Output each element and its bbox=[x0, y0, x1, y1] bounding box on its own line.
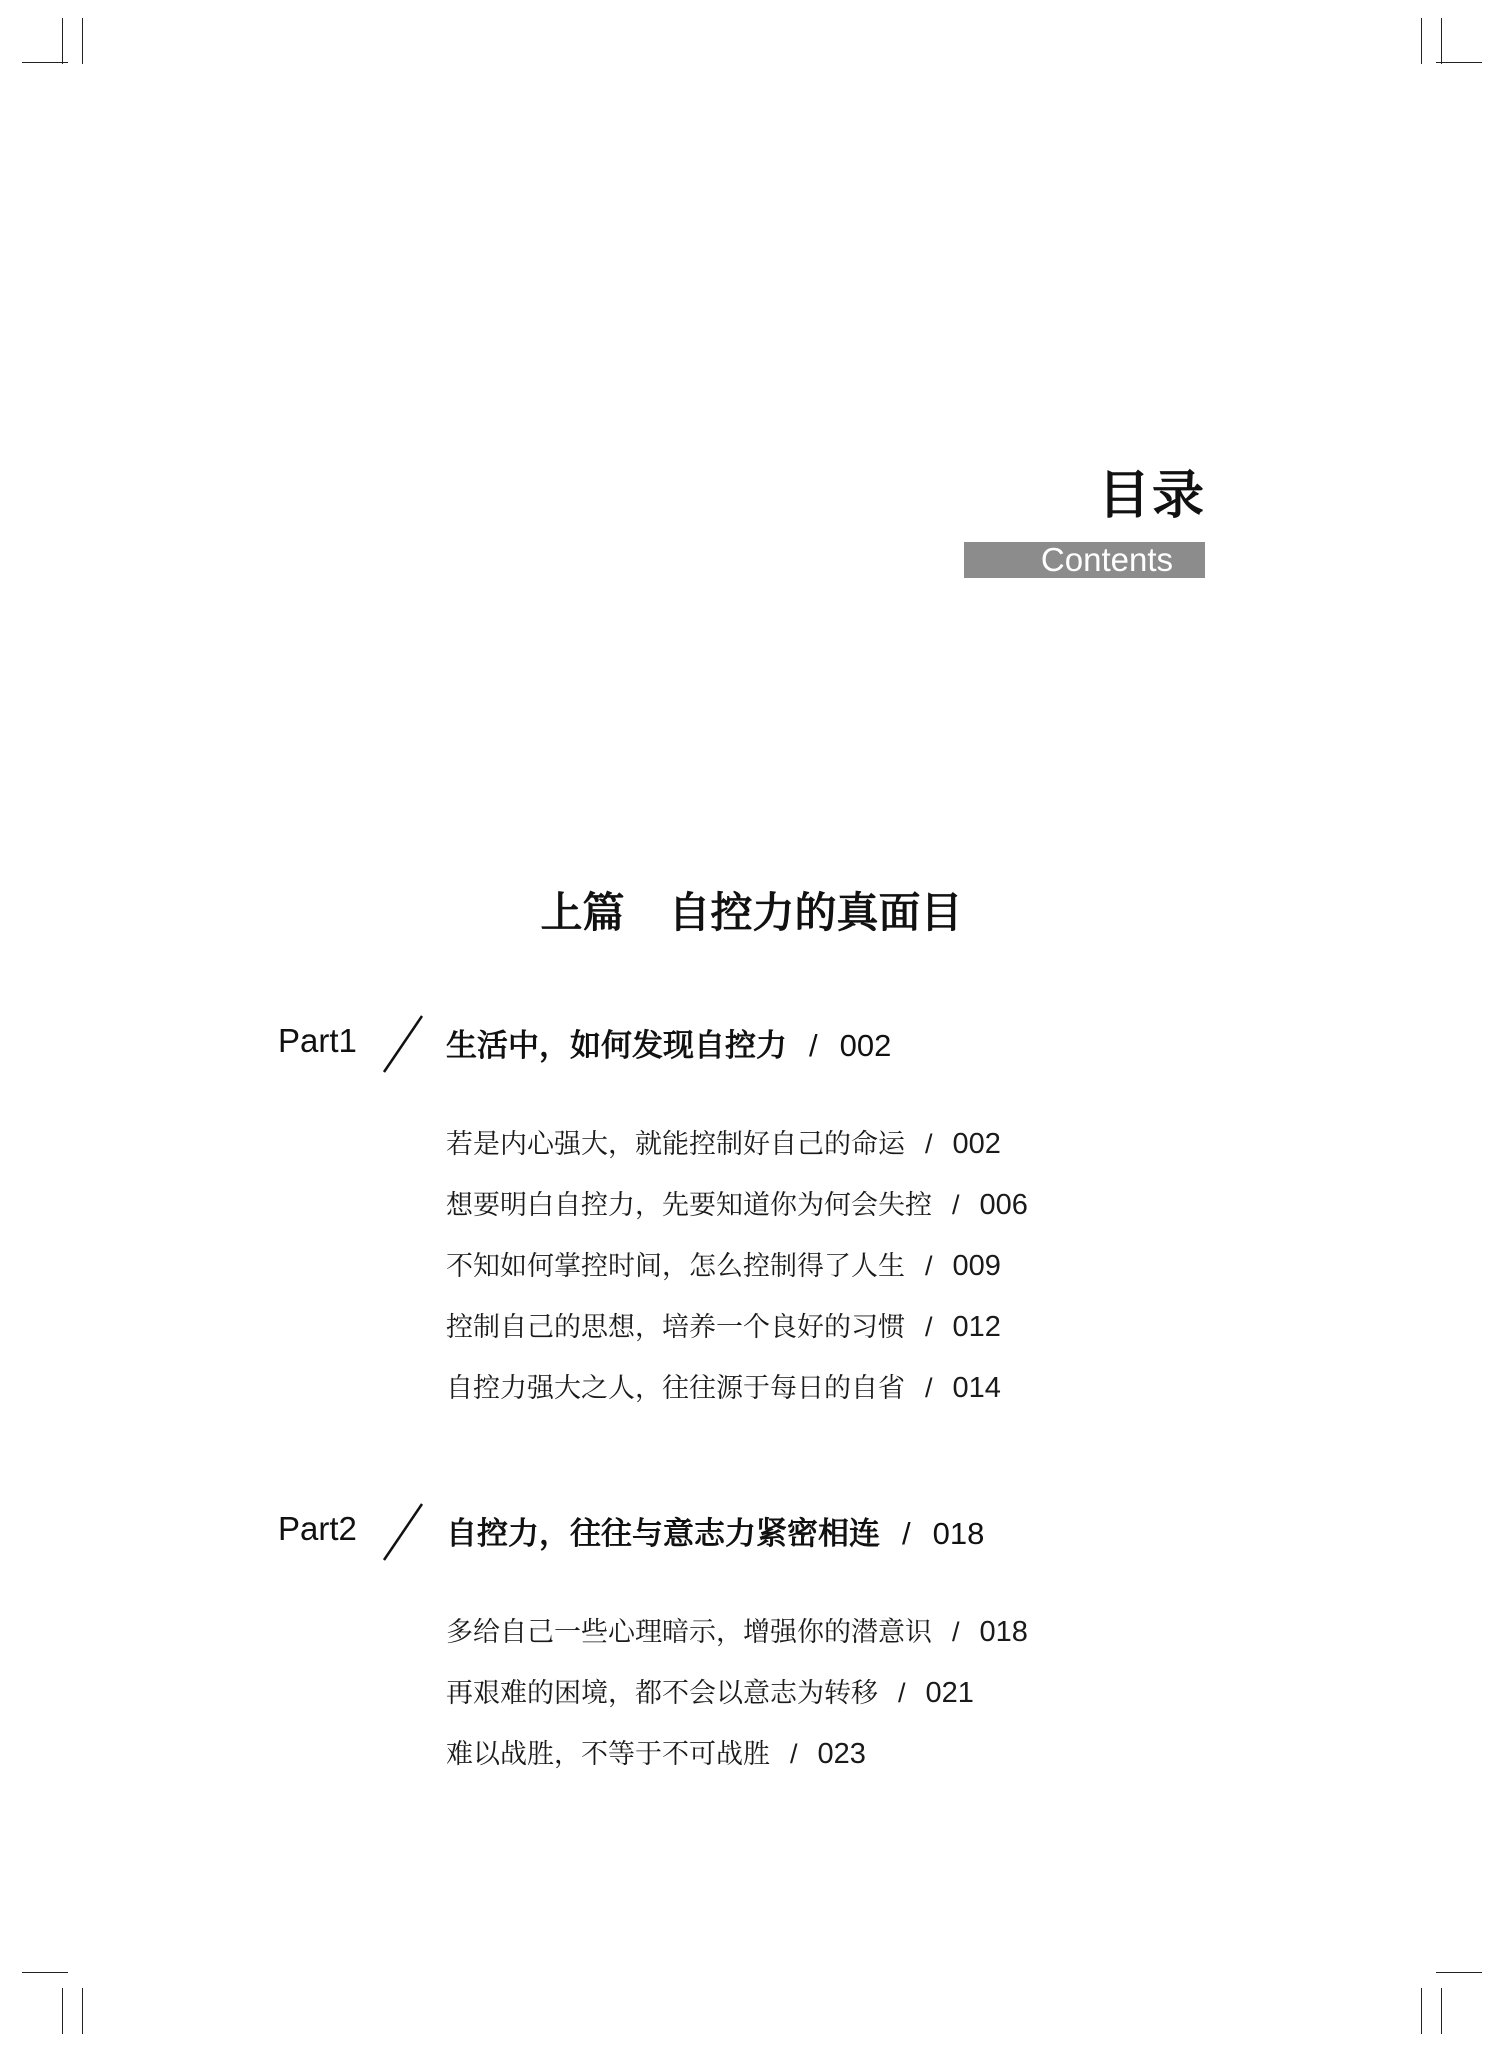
section-page: 023 bbox=[817, 1738, 866, 1770]
section-page: 006 bbox=[979, 1189, 1028, 1221]
toc-title: 目录 bbox=[1097, 465, 1206, 526]
crop-mark bbox=[82, 18, 83, 64]
chapter-label: Part2 bbox=[278, 1510, 357, 1547]
section-title: 难以战胜，不等于不可战胜 bbox=[446, 1739, 770, 1770]
page-separator: / bbox=[952, 1617, 960, 1647]
crop-mark bbox=[62, 1988, 63, 2034]
page-separator: / bbox=[925, 1312, 933, 1342]
crop-mark bbox=[1436, 1972, 1482, 1973]
part-heading-label: 上篇 bbox=[540, 888, 625, 937]
section-page: 021 bbox=[925, 1677, 974, 1709]
section-item[interactable] bbox=[446, 1724, 1028, 1785]
page-separator: / bbox=[952, 1190, 960, 1220]
section-page: 002 bbox=[952, 1128, 1001, 1160]
crop-mark bbox=[1441, 18, 1442, 64]
section-list bbox=[446, 1114, 1028, 1419]
section-item[interactable] bbox=[446, 1358, 1028, 1419]
crop-mark bbox=[22, 1972, 68, 1973]
slash-divider-icon bbox=[378, 1502, 428, 1562]
section-title: 若是内心强大，就能控制好自己的命运 bbox=[446, 1129, 905, 1160]
section-page: 009 bbox=[952, 1250, 1001, 1282]
page-separator: / bbox=[809, 1028, 818, 1063]
crop-mark bbox=[82, 1988, 83, 2034]
part-heading-title: 自控力的真面目 bbox=[668, 888, 963, 937]
section-item[interactable] bbox=[446, 1297, 1028, 1358]
chapter-page: 002 bbox=[839, 1028, 892, 1063]
section-title: 自控力强大之人，往往源于每日的自省 bbox=[446, 1373, 905, 1404]
page-separator: / bbox=[925, 1129, 933, 1159]
chapter-label: Part1 bbox=[278, 1022, 357, 1059]
chapter-title bbox=[446, 1508, 984, 1553]
crop-mark bbox=[1421, 1988, 1422, 2034]
section-title: 多给自己一些心理暗示，增强你的潜意识 bbox=[446, 1617, 932, 1648]
slash-divider-icon bbox=[378, 1014, 428, 1074]
crop-mark bbox=[1421, 18, 1422, 64]
crop-mark bbox=[1441, 1988, 1442, 2034]
section-item[interactable] bbox=[446, 1663, 1028, 1724]
section-item[interactable] bbox=[446, 1236, 1028, 1297]
crop-mark bbox=[1436, 62, 1482, 63]
section-page: 018 bbox=[979, 1616, 1028, 1648]
section-title: 不知如何掌控时间，怎么控制得了人生 bbox=[446, 1251, 905, 1282]
page-separator: / bbox=[790, 1739, 798, 1769]
section-item[interactable] bbox=[446, 1602, 1028, 1663]
section-title: 再艰难的困境，都不会以意志为转移 bbox=[446, 1678, 878, 1709]
section-item[interactable] bbox=[446, 1175, 1028, 1236]
chapter-page: 018 bbox=[932, 1516, 985, 1551]
toc-subtitle-bar: Contents bbox=[964, 542, 1205, 578]
chapter-title-text: 生活中，如何发现自控力 bbox=[446, 1028, 787, 1064]
part-heading bbox=[0, 880, 1503, 940]
section-page: 012 bbox=[952, 1311, 1001, 1343]
crop-mark bbox=[62, 18, 63, 64]
section-title: 想要明白自控力，先要知道你为何会失控 bbox=[446, 1190, 932, 1221]
section-item[interactable] bbox=[446, 1114, 1028, 1175]
chapter-title bbox=[446, 1020, 891, 1065]
section-page: 014 bbox=[952, 1372, 1001, 1404]
section-list bbox=[446, 1602, 1028, 1785]
chapter-title-text: 自控力，往往与意志力紧密相连 bbox=[446, 1516, 880, 1552]
page-separator: / bbox=[925, 1251, 933, 1281]
section-title: 控制自己的思想，培养一个良好的习惯 bbox=[446, 1312, 905, 1343]
page-separator: / bbox=[898, 1678, 906, 1708]
page-separator: / bbox=[902, 1516, 911, 1551]
page-separator: / bbox=[925, 1373, 933, 1403]
